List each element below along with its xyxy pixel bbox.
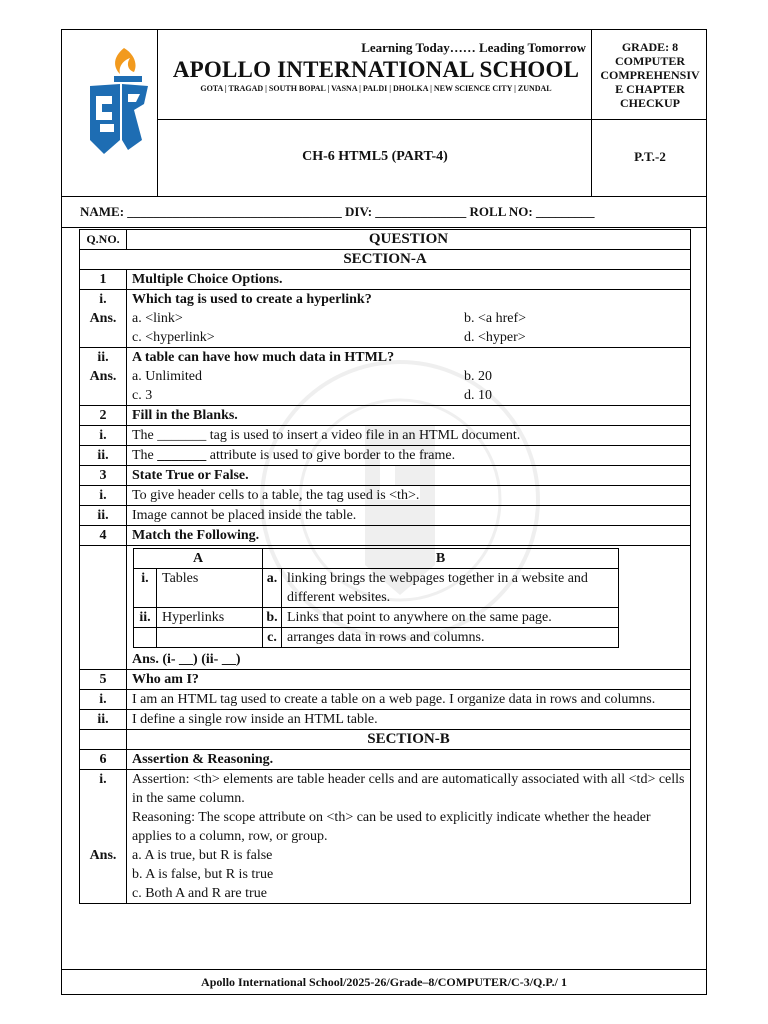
match-definition: linking brings the webpages together in a website and different websites. xyxy=(282,569,619,608)
question-title: Who am I? xyxy=(127,670,691,690)
subquestion-number: i. xyxy=(99,772,107,787)
question-text: To give header cells to a table, the tag used is <th>. xyxy=(127,486,691,506)
match-table xyxy=(133,548,619,648)
question-title: Multiple Choice Options. xyxy=(127,270,691,290)
empty-cell xyxy=(80,730,127,750)
school-tagline: Learning Today…… Leading Tomorrow xyxy=(361,40,586,55)
grade-line: GRADE: 8 xyxy=(621,40,679,54)
table-row xyxy=(80,506,691,526)
reasoning-text: Reasoning: The scope attribute on <th> can be used to explicitly indicate whether the header applies to a column, row, or group. xyxy=(132,810,651,844)
question-body xyxy=(127,770,691,904)
text-fragment: attribute is used to give border to the frame. xyxy=(206,448,456,463)
page-frame xyxy=(706,228,707,995)
table-row xyxy=(80,348,691,406)
subquestion-number: i. xyxy=(80,486,127,506)
question-title: Fill in the Blanks. xyxy=(127,406,691,426)
table-row xyxy=(80,690,691,710)
header-divider xyxy=(591,29,592,196)
question-body xyxy=(127,348,691,406)
match-term xyxy=(157,628,263,648)
text-fragment: The xyxy=(132,428,158,443)
subquestion-number: ii. xyxy=(80,506,127,526)
match-header-row xyxy=(134,549,619,569)
question-title: State True or False. xyxy=(127,466,691,486)
text-fragment: tag is used to insert a video file in an HTML document. xyxy=(206,428,521,443)
match-key: a. xyxy=(263,569,282,608)
match-index xyxy=(134,628,157,648)
assertion-text: Assertion: <th> elements are table header cells and are automatically associated with all <td> cells in the same column. xyxy=(132,772,685,806)
school-logo-icon xyxy=(84,44,154,154)
question-number xyxy=(80,290,127,348)
grade-label xyxy=(594,40,706,110)
table-header-row xyxy=(80,230,691,250)
column-b-header: B xyxy=(263,549,619,569)
answer-label: Ans. xyxy=(89,369,117,384)
match-index: i. xyxy=(134,569,157,608)
section-a-heading: SECTION-A xyxy=(80,250,691,270)
match-cell xyxy=(127,546,691,670)
match-term: Tables xyxy=(157,569,263,608)
table-row xyxy=(80,750,691,770)
text-fragment: The xyxy=(132,448,158,463)
school-branches: GOTA | TRAGAD | SOUTH BOPAL | VASNA | PALDI | DHOLKA | NEW SCIENCE CITY | ZUNDAL xyxy=(200,84,552,93)
table-row xyxy=(80,546,691,670)
question-text xyxy=(127,446,691,466)
option-row xyxy=(132,309,685,328)
school-name: APOLLO INTERNATIONAL SCHOOL xyxy=(172,57,580,82)
grade-line: E CHAPTER xyxy=(615,82,685,96)
chapter-title: CH-6 HTML5 (PART-4) xyxy=(302,149,448,164)
answer-label: Ans. xyxy=(89,848,117,863)
match-term: Hyperlinks xyxy=(157,608,263,628)
question-text: I define a single row inside an HTML table. xyxy=(127,710,691,730)
option: a. A is true, but R is false xyxy=(132,848,273,863)
answer-label: Ans. xyxy=(89,311,117,326)
option-row xyxy=(132,328,685,347)
student-info-row: NAME: _________________________________ DIV: ______________ ROLL NO: _________ xyxy=(80,204,595,219)
question-body xyxy=(127,290,691,348)
table-row xyxy=(80,426,691,446)
table-row xyxy=(80,730,691,750)
question-title: Match the Following. xyxy=(127,526,691,546)
question-text: Which tag is used to create a hyperlink? xyxy=(132,292,372,307)
subquestion-number: ii. xyxy=(80,710,127,730)
test-label: P.T.-2 xyxy=(634,149,666,164)
option: c. 3 xyxy=(132,388,153,403)
question-header: QUESTION xyxy=(127,230,691,250)
table-row xyxy=(80,526,691,546)
subquestion-number: ii. xyxy=(97,350,109,365)
match-index: ii. xyxy=(134,608,157,628)
section-b-heading: SECTION-B xyxy=(127,730,691,750)
blank-line: _______ xyxy=(157,448,207,463)
option: b. 20 xyxy=(464,369,492,384)
subquestion-number: i. xyxy=(99,292,107,307)
option: c. <hyperlink> xyxy=(132,330,215,345)
header-divider xyxy=(157,29,158,196)
qno-header: Q.NO. xyxy=(80,230,127,250)
table-row xyxy=(80,290,691,348)
table-row xyxy=(80,270,691,290)
subquestion-number: i. xyxy=(80,426,127,446)
question-title: Assertion & Reasoning. xyxy=(127,750,691,770)
match-row xyxy=(134,608,619,628)
option: d. 10 xyxy=(464,388,492,403)
table-row xyxy=(80,670,691,690)
option: b. A is false, but R is true xyxy=(132,867,274,882)
table-row xyxy=(80,466,691,486)
subquestion-number: ii. xyxy=(80,446,127,466)
question-number: 3 xyxy=(80,466,127,486)
match-definition: Links that point to anywhere on the same page. xyxy=(282,608,619,628)
grade-line: COMPREHENSIV xyxy=(600,68,700,82)
table-row xyxy=(80,446,691,466)
question-table xyxy=(79,229,691,904)
question-number: 1 xyxy=(80,270,127,290)
column-a-header: A xyxy=(134,549,263,569)
match-key: c. xyxy=(263,628,282,648)
page-frame xyxy=(61,228,62,995)
grade-line: CHECKUP xyxy=(620,96,680,110)
match-answer: Ans. (i- __) (ii- __) xyxy=(132,652,241,667)
header-divider xyxy=(157,119,706,120)
option: c. Both A and R are true xyxy=(132,886,267,901)
option: b. <a href> xyxy=(464,311,527,326)
option: a. Unlimited xyxy=(132,369,202,384)
question-number xyxy=(80,348,127,406)
match-row xyxy=(134,628,619,648)
question-text: I am an HTML tag used to create a table on a web page. I organize data in rows and columns. xyxy=(127,690,691,710)
subquestion-number: i. xyxy=(80,690,127,710)
match-definition: arranges data in rows and columns. xyxy=(282,628,619,648)
question-number: 6 xyxy=(80,750,127,770)
question-text: Image cannot be placed inside the table. xyxy=(127,506,691,526)
option-row xyxy=(132,367,685,386)
option: a. <link> xyxy=(132,311,183,326)
option-row xyxy=(132,386,685,405)
option: d. <hyper> xyxy=(464,330,526,345)
empty-cell xyxy=(80,546,127,670)
blank-line: _______ xyxy=(157,428,207,443)
page-footer: Apollo International School/2025-26/Grade–8/COMPUTER/C-3/Q.P./ 1 xyxy=(201,975,567,989)
match-row xyxy=(134,569,619,608)
header-divider xyxy=(61,196,707,197)
match-key: b. xyxy=(263,608,282,628)
table-row xyxy=(80,406,691,426)
table-row xyxy=(80,710,691,730)
question-number: 2 xyxy=(80,406,127,426)
grade-line: COMPUTER xyxy=(615,54,685,68)
question-number: 5 xyxy=(80,670,127,690)
question-number: 4 xyxy=(80,526,127,546)
question-text: A table can have how much data in HTML? xyxy=(132,350,395,365)
table-row xyxy=(80,486,691,506)
question-number xyxy=(80,770,127,904)
question-text xyxy=(127,426,691,446)
table-row xyxy=(80,770,691,904)
